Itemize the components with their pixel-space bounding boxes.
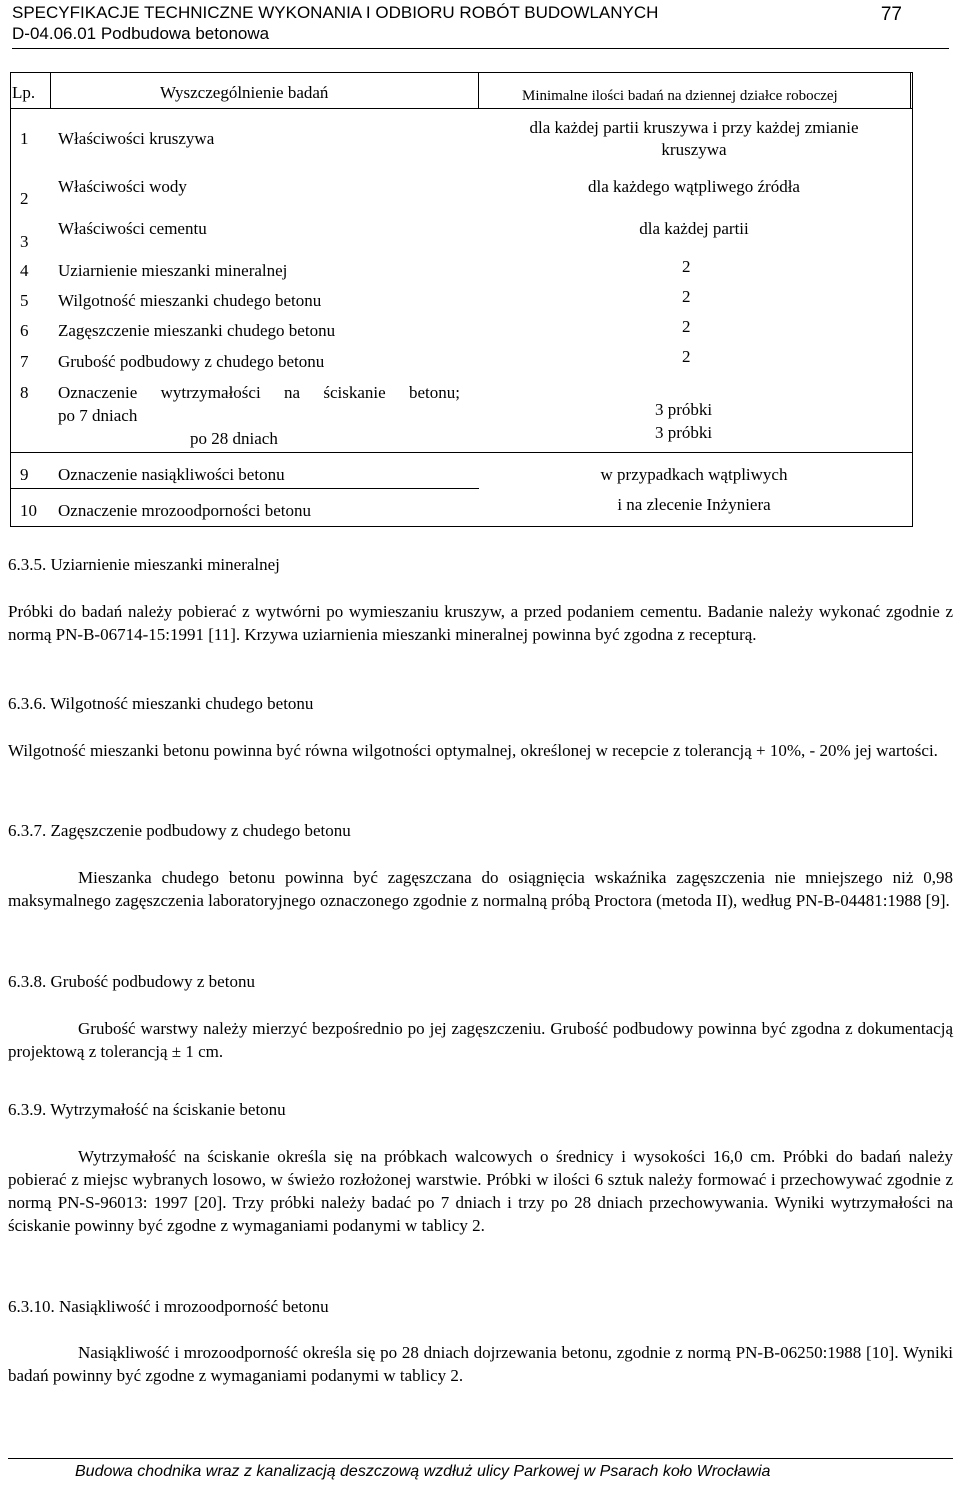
table-grid: [10, 452, 913, 453]
table-border: [10, 72, 11, 527]
page-number: 77: [880, 4, 902, 25]
woda-frequency: dla każdego wątpliwego źródła: [588, 177, 800, 196]
section-text: Wytrzymałość na ściskanie określa się na próbkach walcowych o średnicy i wysokości 16,0 cm. Próbki do badań należy pobierać z miejsc wybranych losowo, w świeżo rozłożonej warstwie. Próbki w ilości 6 sztuk należy formować i przechowywać zgodnie z normą PN-S-96013: 1997 [20]. Trzy próbki należy badać po 7 dniach i trzy po 28 dniach przechowywania. Wyniki wytrzymałości na ściskanie powinny być zgodne z wymaganiami podanymi w tablicy 2.: [8, 1147, 953, 1235]
section-text: Wilgotność mieszanki betonu powinna być równa wilgotności optymalnej, określonej w recepcie z tolerancją + 10%, - 20% jej wartości.: [8, 741, 938, 760]
section-heading: 6.3.5. Uziarnienie mieszanki mineralnej: [8, 555, 280, 574]
kruszywo-line2: kruszywa: [661, 140, 727, 159]
row-number: 10: [20, 501, 37, 520]
zlecenie-frequency: i na zlecenie Inżyniera: [617, 495, 771, 514]
row-item: Oznaczenie mrozoodporności betonu: [58, 501, 312, 520]
section-heading: 6.3.10. Nasiąkliwość i mrozoodporność betonu: [8, 1297, 329, 1316]
spec-code: D-04.06.01 Podbudowa betonowa: [12, 24, 270, 43]
row-value: 2: [682, 347, 691, 366]
row-number: 1: [20, 129, 29, 148]
row-item: Właściwości kruszywa: [58, 129, 215, 148]
header-lp: Lp.: [12, 83, 36, 102]
row-value: 3 próbki: [655, 423, 713, 442]
row-item: Wilgotność mieszanki chudego betonu: [58, 291, 322, 310]
table-grid: [10, 488, 479, 489]
row-value: 2: [682, 317, 691, 336]
section-heading: 6.3.9. Wytrzymałość na ściskanie betonu: [8, 1100, 286, 1119]
row-number: 8: [20, 383, 29, 402]
header-min: Minimalne ilości badań na dziennej działce roboczej: [522, 88, 838, 104]
row-number: 6: [20, 321, 29, 340]
row-number: 4: [20, 261, 29, 280]
table-border: [10, 526, 913, 527]
watpliwe-frequency: w przypadkach wątpliwych: [600, 465, 788, 484]
row-item: Uziarnienie mieszanki mineralnej: [58, 261, 288, 280]
table-grid: [910, 72, 911, 109]
section-heading: 6.3.8. Grubość podbudowy z betonu: [8, 972, 255, 991]
tests-table: [10, 72, 913, 527]
table-border: [912, 72, 913, 527]
row-item: Zagęszczenie mieszanki chudego betonu: [58, 321, 336, 340]
section-heading: 6.3.7. Zagęszczenie podbudowy z chudego betonu: [8, 821, 351, 840]
page-header: [12, 2, 950, 44]
page-footer: Budowa chodnika wraz z kanalizacją deszczową wzdłuż ulicy Parkowej w Psarach koło Wrocławia: [75, 1463, 771, 1480]
table-grid: [10, 108, 913, 109]
row-number: 7: [20, 352, 29, 371]
kruszywo-line1: dla każdej partii kruszywa i przy każdej zmianie: [529, 118, 859, 137]
row-item-sub: po 7 dniach: [58, 406, 138, 425]
footer-divider: [8, 1458, 953, 1459]
section-heading: 6.3.6. Wilgotność mieszanki chudego betonu: [8, 694, 314, 713]
row-number: 2: [20, 189, 29, 208]
row-value: 2: [682, 257, 691, 276]
row-item: Oznaczenie wytrzymałości na ściskanie betonu;: [58, 383, 460, 402]
table-border: [10, 72, 913, 73]
row-number: 3: [20, 232, 29, 251]
section-text: Mieszanka chudego betonu powinna być zagęszczana do osiągnięcia wskaźnika zagęszczenia nie mniejszego niż 0,98 maksymalnego zagęszczenia laboratoryjnego oznaczonego zgodnie z normalną próbą Proctora (metoda II), według PN-B-04481:1988 [9].: [8, 868, 953, 910]
section-text: Grubość warstwy należy mierzyć bezpośrednio po jej zagęszczeniu. Grubość podbudowy powinna być zgodna z dokumentacją projektową z tolerancją ± 1 cm.: [8, 1019, 953, 1061]
row-item-sub: po 28 dniach: [190, 429, 278, 448]
row-value: 3 próbki: [655, 400, 713, 419]
header-divider: [12, 48, 949, 49]
spec-title: SPECYFIKACJE TECHNICZNE WYKONANIA I ODBIORU ROBÓT BUDOWLANYCH: [12, 3, 659, 22]
kruszywo-frequency: [478, 117, 910, 161]
section-text: Nasiąkliwość i mrozoodporność określa się po 28 dniach dojrzewania betonu, zgodnie z normą PN-B-06250:1988 [10]. Wyniki badań powinny być zgodne z wymaganiami podanymi w tablicy 2.: [8, 1343, 953, 1385]
header-item: Wyszczególnienie badań: [160, 83, 329, 102]
row-number: 9: [20, 465, 29, 484]
row-number: 5: [20, 291, 29, 310]
table-grid: [478, 72, 479, 109]
table-grid: [50, 72, 51, 109]
section-text: Próbki do badań należy pobierać z wytwórni po wymieszaniu kruszyw, a przed podaniem cementu. Badanie należy wykonać zgodnie z normą PN-B-06714-15:1991 [11]. Krzywa uziarnienia mieszanki mineralnej powinna być zgodna z recepturą.: [8, 602, 953, 644]
row-value: 2: [682, 287, 691, 306]
row-item: Oznaczenie nasiąkliwości betonu: [58, 465, 285, 484]
row-item: Właściwości cementu: [58, 219, 207, 238]
cement-frequency: dla każdej partii: [639, 219, 749, 238]
row-item: Grubość podbudowy z chudego betonu: [58, 352, 325, 371]
row-item: Właściwości wody: [58, 177, 187, 196]
